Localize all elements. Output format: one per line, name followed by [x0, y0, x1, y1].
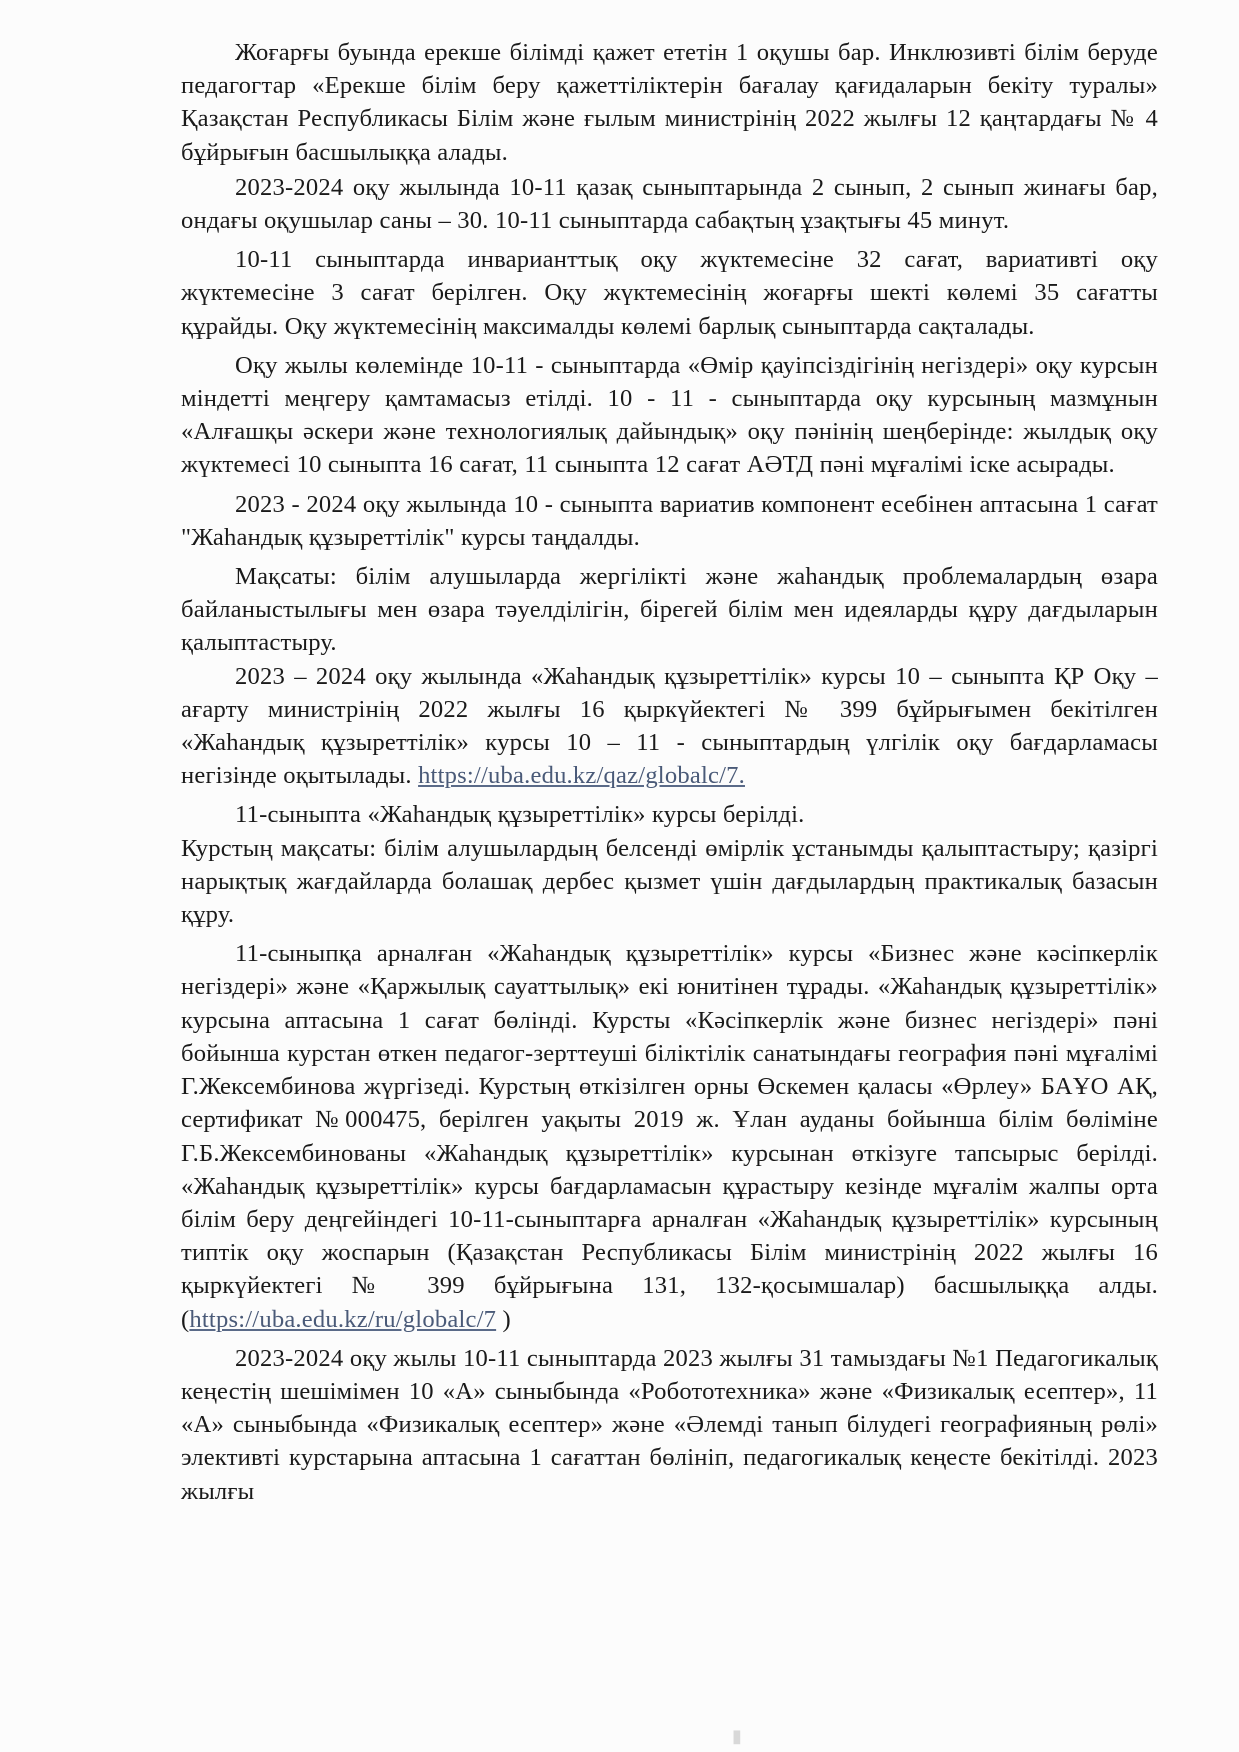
link-open-paren: (: [181, 1305, 190, 1333]
paragraph-elective-courses: 2023-2024 оқу жылы 10-11 сыныптарда 2023 жылғы 31 тамыздағы №1 Педагогикалық кеңестің шешімімен 10 «А» сыныбында «Робототехника» және «Физикалық есептер», 11 «А» сыныбында «Физикалық есептер» және «Әлемді танып білудегі географияның рөлі» элективті курстарына аптасына 1 сағаттан бөлініп, педагогикалық кеңесте бекітілді. 2023 жылғы: [181, 1344, 1158, 1505]
curriculum-link-ru[interactable]: https://uba.edu.kz/ru/globalc/7: [189, 1305, 497, 1333]
paragraph-text: 2023 – 2024 оқу жылында «Жаһандық құзыреттілік» курсы 10 – сыныпта ҚР Оқу – ағарту министрінің 2022 жылғы 16 қыркүйектегі № 399 бұйрығымен бекітілген «Жаһандық құзыреттілік» курсы 10 – 11 - сыныптардың үлгілік оқу бағдарламасы негізінде оқытылады.: [181, 662, 1158, 790]
paragraph-course-aim: Курстың мақсаты: білім алушылардың белсенді өмірлік ұстанымды қалыптастыру; қазіргі нарықтық жағдайларда болашақ дербес қызмет үшін дағдылардың практикалық базасын құру.: [181, 834, 1158, 929]
paragraph-life-safety-course: Оқу жылы көлемінде 10-11 - сыныптарда «Өмір қауіпсіздігінің негіздері» оқу курсын міндетті меңгеру қамтамасыз етілді. 10 - 11 - сыныптарда оқу курсының мазмұнын «Алғашқы әскери және технологиялық дайындық» оқу пәнінің шеңберінде: жылдық оқу жүктемесі 10 сыныпта 16 сағат, 11 сыныпта 12 сағат АӘТД пәні мұғалімі іске асырады.: [181, 351, 1158, 479]
paragraph-variative-component: 2023 - 2024 оқу жылында 10 - сыныпта вариатив компонент есебінен аптасына 1 сағат "Жаһандық құзыреттілік" курсы таңдалды.: [181, 490, 1158, 551]
paragraph-course-goal: Мақсаты: білім алушыларда жергілікті және жаһандық проблемалардың өзара байланыстылығы мен өзара тәуелділігін, бірегей білім мен идеяларды құру дағдыларын қалыптастыру.: [181, 563, 1158, 657]
paragraph-class-composition: 2023-2024 оқу жылында 10-11 қазақ сыныптарында 2 сынып, 2 сынып жинағы бар, ондағы оқушылар саны – 30. 10-11 сыныптарда сабақтың ұзақтығы 45 минут.: [181, 173, 1158, 235]
paragraph-study-load: 10-11 сыныптарда инварианттық оқу жүктемесіне 32 сағат, вариативті оқу жүктемесіне 3 сағат берілген. Оқу жүктемесінің жоғарғы шекті көлемі 35 сағатты құрайды. Оқу жүктемесінің максималды көлемі барлық сыныптарда сақталады.: [181, 246, 1158, 340]
paragraph-global-competence-grade-10: [181, 660, 1158, 793]
link-close-paren: ): [496, 1305, 511, 1333]
curriculum-link-kz[interactable]: https://uba.edu.kz/qaz/globalc/7.: [418, 762, 745, 790]
document-body: [181, 36, 1158, 1508]
paragraph-course-structure: [181, 937, 1158, 1335]
paragraph-text: 11-сыныпқа арналған «Жаһандық құзыреттілік» курсы «Бизнес және кәсіпкерлік негіздері» және «Қаржылық сауаттылық» екі юнитінен тұрады. «Жаһандық құзыреттілік» курсына аптасына 1 сағат бөлінді. Курсты «Кәсіпкерлік және бизнес негіздері» пәні бойынша курстан өткен педагог-зерттеуші біліктілік санатындағы география пәні мұғалімі Г.Жексембинова жүргізеді. Курстың өткізілген орны Өскемен қаласы «Өрлеу» БАҰО АҚ, сертификат №000475, берілген уақыты 2019 ж. Ұлан ауданы бойынша білім бөліміне Г.Б.Жексембинованы «Жаһандық құзыреттілік» курсынан өткізуге тапсырыс берілді. «Жаһандық құзыреттілік» курсы бағдарламасын құрастыру кезінде мұғалім жалпы орта білім беру деңгейіндегі 10-11-сыныптарға арналған «Жаһандық құзыреттілік» курсының типтік оқу жоспарын (Қазақстан Республикасы Білім министрінің 2022 жылғы 16 қыркүйектегі № 399 бұйрығына 131, 132-қосымшалар) басшылыққа алды.: [181, 940, 1158, 1300]
scan-artifact: ▮: [732, 1726, 742, 1747]
paragraph-global-competence-grade-11: 11-сыныпта «Жаһандық құзыреттілік» курсы берілді.: [235, 801, 805, 829]
paragraph-inclusive-education: Жоғарғы буында ерекше білімді қажет ететін 1 оқушы бар. Инклюзивті білім беруде педагогтар «Ерекше білім беру қажеттіліктерін бағалау қағидаларын бекіту туралы» Қазақстан Республикасы Білім және ғылым министрінің 2022 жылғы 12 қаңтардағы № 4 бұйрығын басшылыққа алады.: [181, 39, 1158, 166]
